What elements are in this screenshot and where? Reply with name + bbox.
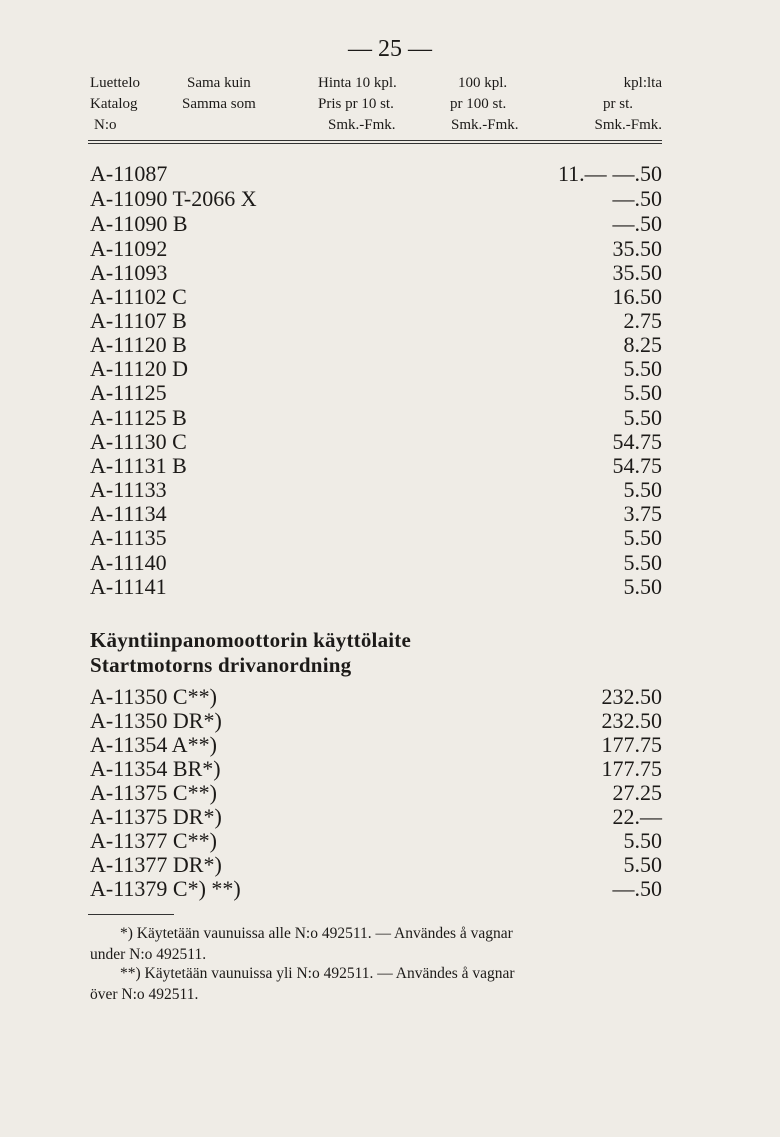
header-same-as: [182, 73, 256, 115]
price-each: —.50: [612, 161, 662, 186]
catalog-number: A-11107 B: [90, 308, 187, 333]
table-row: [90, 524, 662, 552]
price-each: 5.50: [623, 477, 662, 502]
catalog-number: A-11135: [90, 525, 167, 550]
footnote-line: över N:o 492511.: [90, 986, 199, 1003]
section-title-swedish: Startmotorns drivanordning: [90, 653, 352, 677]
header-line: Smk.-Fmk.: [594, 117, 662, 133]
price-each: —.50: [612, 876, 662, 901]
header-price-each: [562, 73, 662, 136]
catalog-number: A-11125: [90, 380, 167, 405]
catalog-number: A-11354 A**): [90, 732, 217, 757]
table-row: [90, 875, 662, 903]
catalog-number: A-11377 C**): [90, 828, 217, 853]
catalog-number: A-11354 BR*): [90, 756, 221, 781]
header-line: 100 kpl.: [458, 75, 508, 91]
catalog-number: A-11120 B: [90, 332, 187, 357]
catalog-number: A-11093: [90, 260, 168, 285]
price-10: 11.—: [558, 161, 607, 186]
catalog-number: A-11379 C*) **): [90, 876, 241, 901]
footnote-1: [90, 923, 662, 965]
price-each: 54.75: [612, 429, 662, 454]
header-rule-bottom: [88, 143, 662, 144]
price-each: 16.50: [612, 284, 662, 309]
header-line: pr 100 st.: [450, 96, 507, 112]
header-line: Katalog: [90, 96, 138, 112]
catalog-number: A-11120 D: [90, 356, 188, 381]
price-each: 5.50: [623, 405, 662, 430]
catalog-number: A-11141: [90, 574, 167, 599]
footnote-rule: [88, 914, 174, 915]
catalog-number: A-11350 C**): [90, 684, 217, 709]
header-price-100: [450, 73, 519, 136]
header-line: kpl:lta: [623, 75, 662, 91]
header-line: Sama kuin: [187, 75, 251, 91]
header-line: N:o: [94, 117, 117, 133]
price-each: 177.75: [601, 732, 662, 757]
header-catalog-number: [90, 73, 140, 136]
catalog-number: A-11125 B: [90, 405, 187, 430]
catalog-number: A-11377 DR*): [90, 852, 222, 877]
price-each: 2.75: [623, 308, 662, 333]
price-each: 5.50: [623, 828, 662, 853]
table-row: [90, 573, 662, 601]
catalog-number: A-11102 C: [90, 284, 187, 309]
price-each: 232.50: [601, 684, 662, 709]
catalog-number: A-11090 T-2066 X: [90, 186, 257, 211]
catalog-number: A-11130 C: [90, 429, 187, 454]
catalog-number: A-11134: [90, 501, 167, 526]
price-each: 3.75: [623, 501, 662, 526]
table-row: [90, 210, 662, 238]
section-title-finnish: Käyntiinpanomoottorin käyttölaite: [90, 628, 412, 652]
footnote-line: **) Käytetään vaunuissa yli N:o 492511. — Användes å vagnar: [120, 965, 515, 982]
footnote-2: [90, 963, 662, 1005]
catalog-number: A-11350 DR*): [90, 708, 222, 733]
catalog-number: A-11090 B: [90, 211, 188, 236]
price-each: 5.50: [623, 380, 662, 405]
header-line: Smk.-Fmk.: [451, 117, 519, 133]
price-each: 27.25: [612, 780, 662, 805]
price-each: 5.50: [623, 852, 662, 877]
page-number: — 25 —: [348, 36, 432, 62]
table-row: [90, 379, 662, 407]
footnote-line: under N:o 492511.: [90, 946, 207, 963]
header-line: Pris pr 10 st.: [318, 96, 394, 112]
header-rule-top: [88, 140, 662, 141]
header-line: Samma som: [182, 96, 256, 112]
header-line: Hinta 10 kpl.: [318, 75, 397, 91]
price-each: —.50: [612, 211, 662, 236]
catalog-number: A-11092: [90, 236, 168, 261]
header-line: Smk.-Fmk.: [328, 117, 396, 133]
catalog-number: A-11087: [90, 161, 168, 186]
price-each: 35.50: [612, 260, 662, 285]
price-each: 35.50: [612, 236, 662, 261]
price-each: 22.—: [612, 804, 662, 829]
price-each: 232.50: [601, 708, 662, 733]
footnote-line: *) Käytetään vaunuissa alle N:o 492511. — Användes å vagnar: [120, 925, 513, 942]
catalog-number: A-11133: [90, 477, 167, 502]
table-row: [90, 185, 662, 213]
catalog-number: A-11375 DR*): [90, 804, 222, 829]
price-each: —.50: [612, 186, 662, 211]
header-line: Luettelo: [90, 75, 140, 91]
catalog-number: A-11140: [90, 550, 167, 575]
price-each: 177.75: [601, 756, 662, 781]
price-each: 5.50: [623, 574, 662, 599]
table-row: [90, 160, 662, 188]
header-line: pr st.: [603, 96, 633, 112]
price-each: 54.75: [612, 453, 662, 478]
price-each: 5.50: [623, 525, 662, 550]
price-each: 5.50: [623, 550, 662, 575]
header-price-10: [318, 73, 397, 136]
catalog-number: A-11375 C**): [90, 780, 217, 805]
price-each: 8.25: [623, 332, 662, 357]
price-each: 5.50: [623, 356, 662, 381]
catalog-number: A-11131 B: [90, 453, 187, 478]
